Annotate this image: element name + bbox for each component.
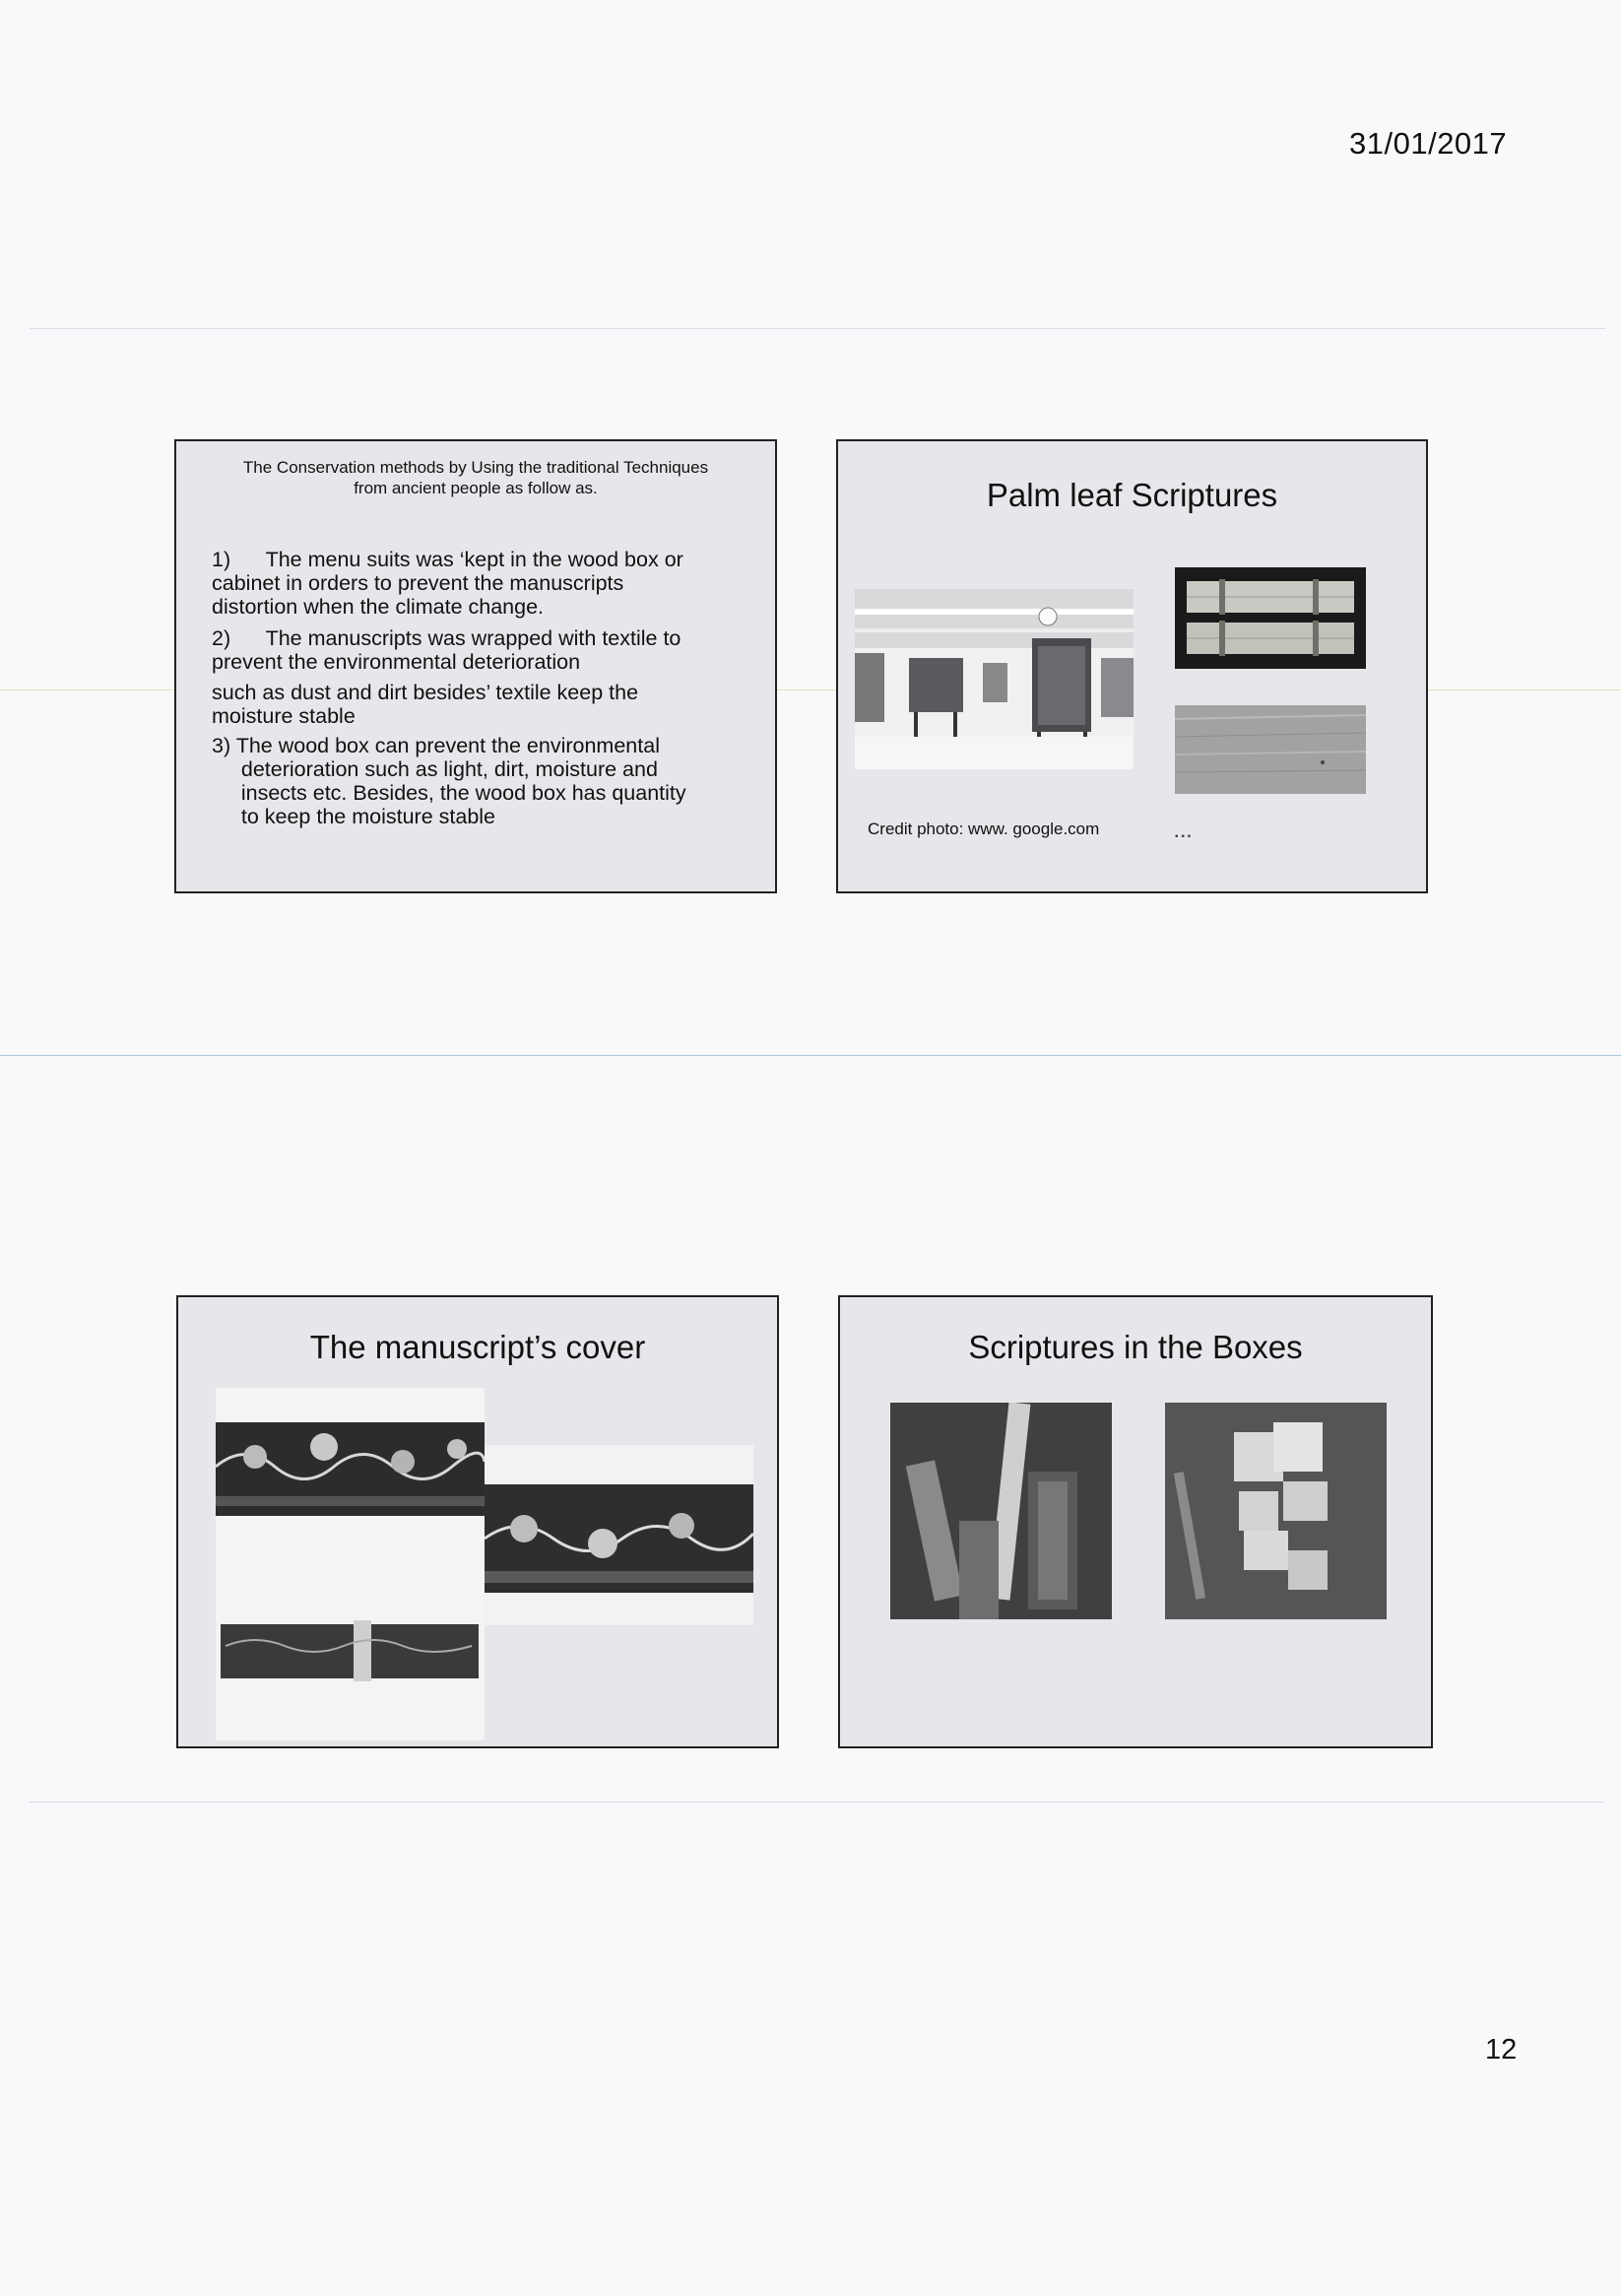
lacquered-cover-closeup-photo <box>485 1445 753 1625</box>
list-item-1 <box>212 548 683 619</box>
lacquered-cover-photo <box>216 1388 485 1740</box>
divider <box>30 328 1605 329</box>
boxes-photo-right <box>1165 1403 1387 1619</box>
decorative-dots: ▪ ▪ ▪ <box>1175 831 1192 842</box>
list-item-2 <box>212 626 681 674</box>
slide-conservation-methods <box>174 439 777 893</box>
text-line: 1) The menu suits was ‘kept in the wood box or <box>212 548 683 571</box>
heading-line: from ancient people as follow as. <box>354 479 598 497</box>
slide-palm-leaf-scriptures <box>836 439 1428 893</box>
list-item-3 <box>212 734 686 828</box>
slide-title: The manuscript’s cover <box>309 1329 646 1365</box>
divider <box>0 1055 1621 1056</box>
slide-scriptures-in-boxes <box>838 1295 1433 1748</box>
text-line: such as dust and dirt besides’ textile keep the <box>212 681 639 704</box>
text-line: 3) The wood box can prevent the environmental <box>212 734 660 757</box>
divider <box>30 1802 1605 1803</box>
page-date: 31/01/2017 <box>1349 126 1508 161</box>
wood-surface-photo <box>1175 705 1366 794</box>
text-line: to keep the moisture stable <box>212 805 496 828</box>
slide-heading <box>176 457 775 498</box>
page-number: 12 <box>1485 2034 1518 2066</box>
text-line: moisture stable <box>212 704 356 728</box>
text-line: prevent the environmental deterioration <box>212 650 581 674</box>
text-line: 2) The manuscripts was wrapped with textile to <box>212 626 681 650</box>
slide-title: Scriptures in the Boxes <box>968 1329 1303 1365</box>
text-line: distortion when the climate change. <box>212 595 545 619</box>
photo-credit: Credit photo: www. google.com <box>868 820 1100 838</box>
heading-line: The Conservation methods by Using the traditional Techniques <box>242 458 709 477</box>
palm-leaf-bundle-photo <box>1175 567 1366 669</box>
slide-manuscript-cover <box>176 1295 779 1748</box>
text-line: cabinet in orders to prevent the manuscripts <box>212 571 624 595</box>
slide-title: Palm leaf Scriptures <box>986 477 1278 513</box>
text-line: deterioration such as light, dirt, moisture and <box>212 757 658 781</box>
text-line: insects etc. Besides, the wood box has quantity <box>212 781 686 805</box>
list-item-2-continued <box>212 681 638 728</box>
boxes-photo-left <box>890 1403 1112 1619</box>
library-cabinets-photo <box>855 589 1134 769</box>
